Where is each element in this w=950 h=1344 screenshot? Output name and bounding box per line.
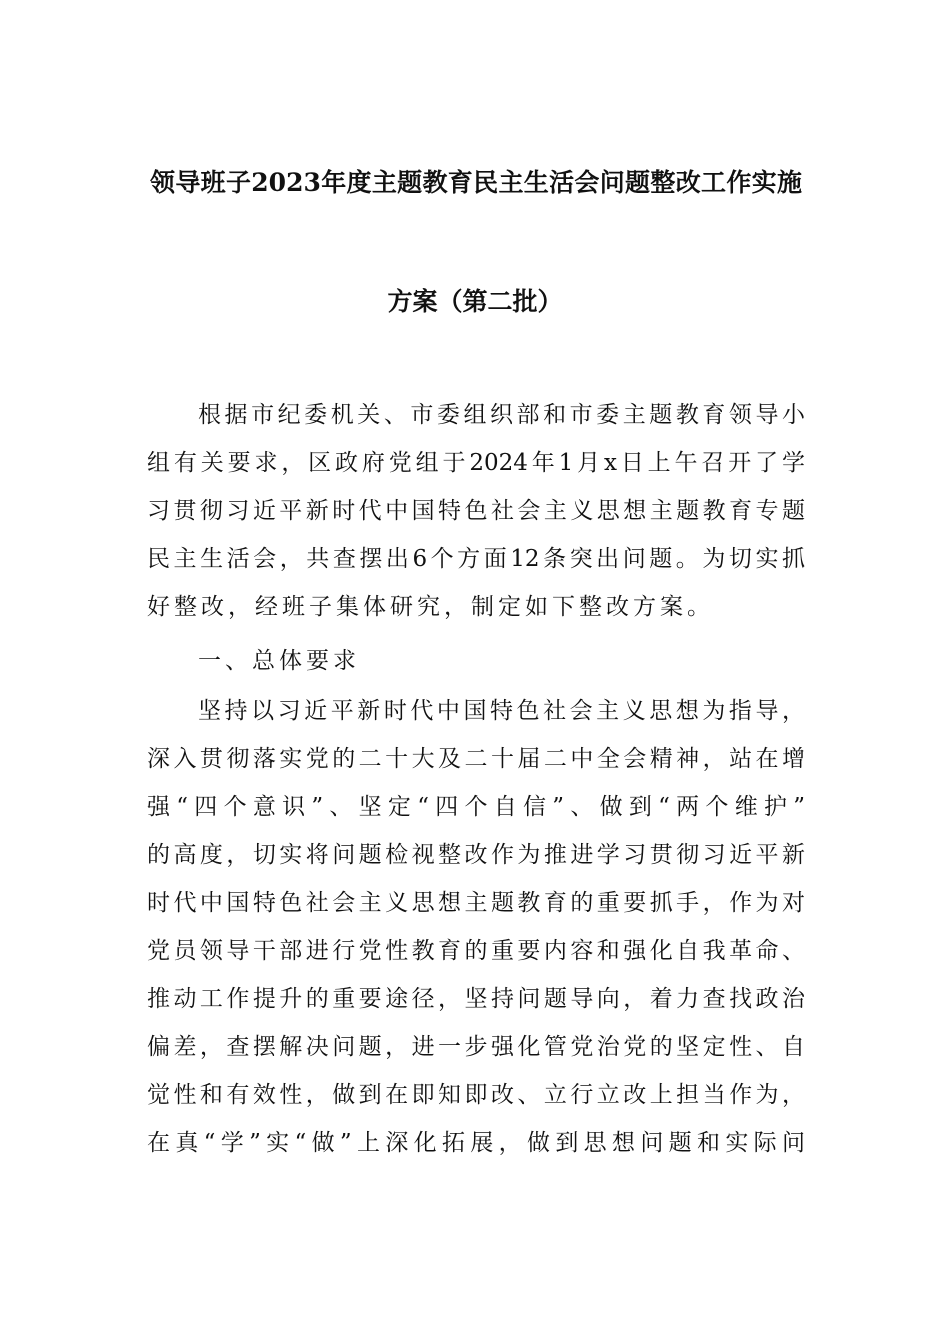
document-title-line-1: 领导班子2023年度主题教育民主生活会问题整改工作实施: [150, 168, 802, 197]
text-line: 坚持以习近平新时代中国特色社会主义思想为指导，: [198, 698, 805, 724]
text-line: 根据市纪委机关、市委组织部和市委主题教育领导小: [198, 402, 805, 428]
document-title-line-2: 方案（第二批）: [387, 287, 563, 316]
text-line: 推动工作提升的重要途径，坚持问题导向，着力查找政治: [147, 986, 805, 1012]
text-line: 的高度，切实将问题检视整改作为推进学习贯彻习近平新: [147, 842, 805, 868]
text-line: 在真“学”实“做”上深化拓展，做到思想问题和实际问: [147, 1130, 805, 1156]
text-line: 组有关要求，区政府党组于2024年1月x日上午召开了学: [147, 450, 805, 476]
text-line: 好整改，经班子集体研究，制定如下整改方案。: [147, 594, 714, 620]
text-line: 时代中国特色社会主义思想主题教育的重要抓手，作为对: [147, 890, 805, 916]
text-line: 觉性和有效性，做到在即知即改、立行立改上担当作为，: [147, 1082, 805, 1108]
text-line: 偏差，查摆解决问题，进一步强化管党治党的坚定性、自: [147, 1034, 805, 1060]
text-line: 强“四个意识”、坚定“四个自信”、做到“两个维护”: [147, 794, 805, 820]
text-line: 党员领导干部进行党性教育的重要内容和强化自我革命、: [147, 938, 805, 964]
section-heading: 一、总体要求: [198, 648, 360, 674]
text-line: 习贯彻习近平新时代中国特色社会主义思想主题教育专题: [147, 498, 805, 524]
text-line: 民主生活会，共查摆出6个方面12条突出问题。为切实抓: [147, 546, 805, 572]
text-line: 深入贯彻落实党的二十大及二十届二中全会精神，站在增: [147, 746, 805, 772]
